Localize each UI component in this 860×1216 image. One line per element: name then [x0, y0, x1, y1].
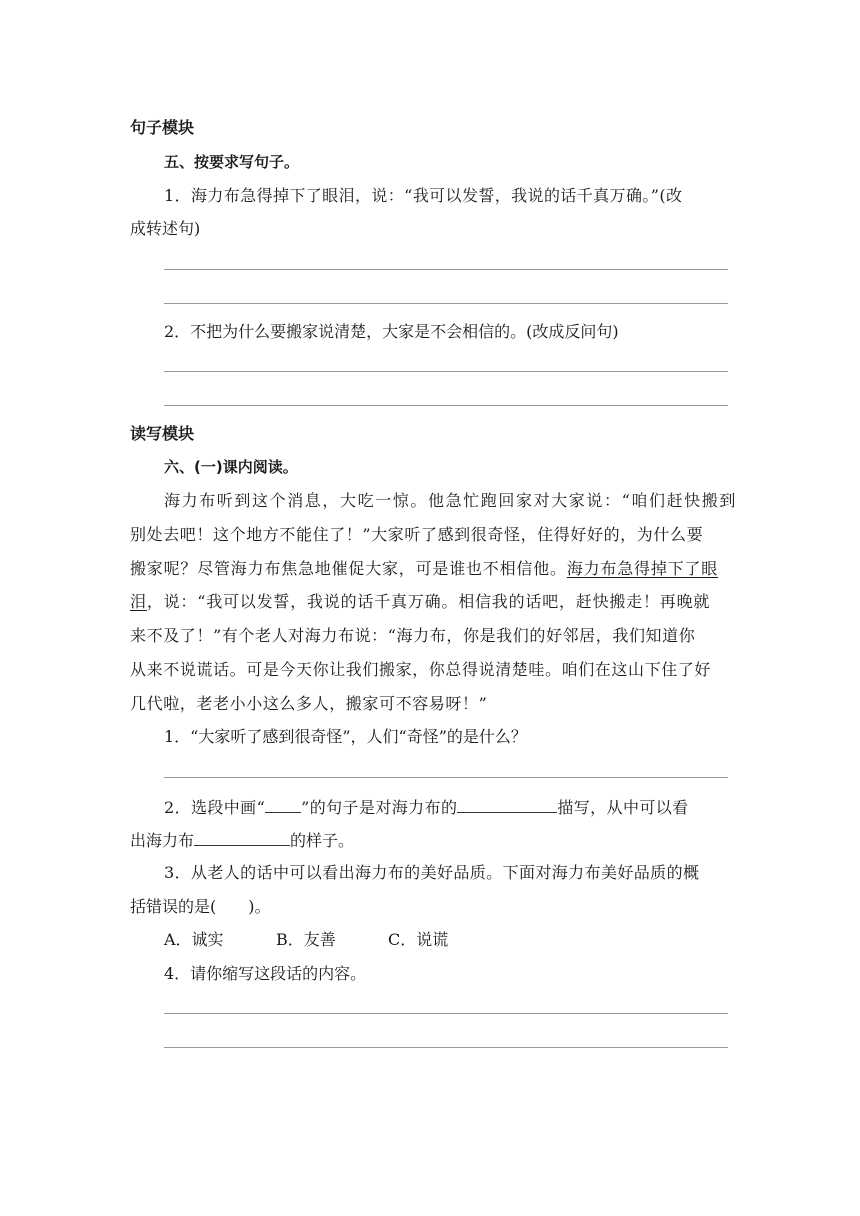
sentence-module-title: 句子模块 — [130, 118, 195, 137]
passage-line: 从来不说谎话。可是今天你让我们搬家，你总得说清楚哇。咱们在这山下住了好 — [130, 660, 712, 679]
q2-text: 描写，从中可以看 — [557, 798, 689, 817]
passage-line: 别处去吧！这个地方不能住了！”大家听了感到很奇怪，住得好好的，为什么要 — [130, 525, 704, 544]
passage-line: 几代啦，老老小小这么多人，搬家可不容易呀！” — [130, 694, 488, 713]
section-six-q2-line2 — [130, 829, 354, 851]
section-six-q1: 1．“大家听了感到很奇怪”，人们“奇怪”的是什么？ — [164, 727, 527, 746]
passage-line: 海力布听到这个消息，大吃一惊。他急忙跑回家对大家说：“咱们赶快搬到 — [164, 491, 737, 510]
q2-text: ”的句子是对海力布的 — [301, 798, 458, 817]
section-six-q3-line1: 3．从老人的话中可以看出海力布的美好品质。下面对海力布美好品质的概 — [164, 863, 700, 882]
answer-line — [164, 371, 728, 372]
passage-line: 来不及了！”有个老人对海力布说：“海力布，你是我们的好邻居，我们知道你 — [130, 626, 696, 645]
section-five-heading: 五、按要求写句子。 — [164, 153, 300, 171]
q3-option-a[interactable]: A．诚实 — [164, 930, 224, 949]
q3-option-b[interactable]: B．友善 — [276, 930, 336, 949]
q2-text: 2．选段中画“ — [164, 798, 266, 817]
fill-blank[interactable] — [194, 829, 290, 846]
section-six-q4: 4．请你缩写这段话的内容。 — [164, 964, 367, 983]
section-five-q1-line2: 成转述句) — [130, 219, 201, 238]
answer-line — [164, 777, 728, 778]
section-six-heading: 六、(一)课内阅读。 — [164, 458, 298, 476]
passage-text: 搬家呢？尽管海力布焦急地催促大家，可是谁也不相信他。 — [130, 559, 567, 578]
reading-module-title: 读写模块 — [130, 424, 195, 443]
answer-line — [164, 303, 728, 304]
fill-blank[interactable] — [457, 796, 557, 813]
answer-line — [164, 1047, 728, 1048]
answer-line — [164, 1013, 728, 1014]
answer-line — [164, 405, 728, 406]
q2-text: 出海力布 — [130, 831, 195, 850]
passage-line — [130, 592, 710, 612]
answer-line — [164, 269, 728, 270]
section-six-q3-line2: 括错误的是( )。 — [130, 897, 271, 916]
passage-line — [130, 559, 718, 579]
underlined-sentence: 海力布急得掉下了眼 — [566, 559, 719, 578]
q3-option-c[interactable]: C．说谎 — [388, 930, 449, 949]
section-five-q1-line1: 1．海力布急得掉下了眼泪，说：“我可以发誓，我说的话千真万确。”(改 — [164, 186, 683, 205]
underlined-sentence: 泪 — [130, 592, 147, 611]
passage-text: ，说：“我可以发誓，我说的话千真万确。相信我的话吧，赶快搬走！再晚就 — [146, 592, 711, 611]
section-six-q2-line1 — [164, 796, 689, 818]
section-five-q2: 2．不把为什么要搬家说清楚，大家是不会相信的。(改成反问句) — [164, 322, 619, 341]
q2-text: 的样子。 — [290, 831, 355, 850]
underline-marker — [265, 796, 301, 813]
